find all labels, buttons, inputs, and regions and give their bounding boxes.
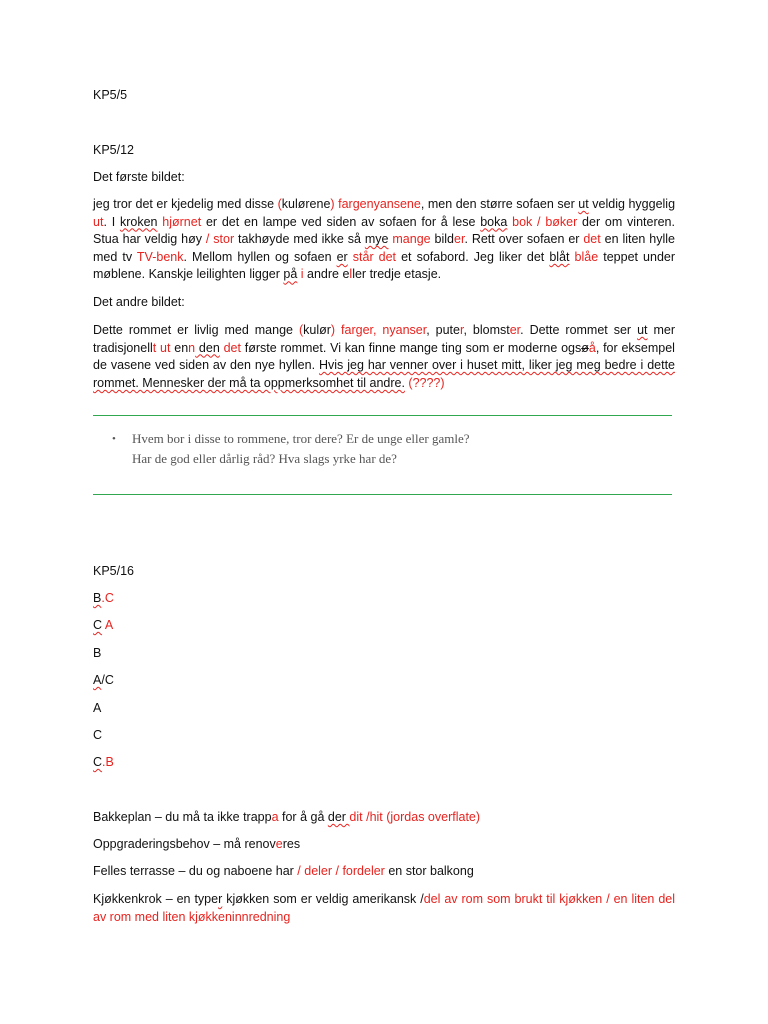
vocab-bakkeplan: Bakkeplan – du må ta ikke trappa for å gå der dit /hit (jordas overflate) — [93, 810, 481, 824]
answer-item: C.B — [93, 755, 114, 769]
green-rule-bottom — [93, 494, 672, 495]
green-rule-top — [93, 415, 672, 416]
vocab-oppgraderingsbehov: Oppgraderingsbehov – må renoveres — [93, 837, 301, 851]
book-excerpt-line-2: Har de god eller dårlig råd? Hva slags yrke har de? — [132, 451, 397, 466]
first-picture-label: Det første bildet: — [93, 170, 185, 184]
heading-kp5-12: KP5/12 — [93, 143, 135, 157]
second-picture-label: Det andre bildet: — [93, 295, 185, 309]
bullet-icon: • — [112, 433, 116, 445]
answer-item: B.C — [93, 591, 114, 605]
vocab-kjokkenkrok: Kjøkkenkrok – en typer kjøkken som er veldig amerikansk /del av rom som brukt til kjøkken / en liten del av rom med liten kjøkkeninnredning — [93, 892, 675, 924]
answer-item: C — [93, 728, 103, 742]
heading-kp5-5: KP5/5 — [93, 88, 128, 102]
second-picture-paragraph: Dette rommet er livlig med mange (kulør) farger, nyanser, puter, blomster. Dette rommet ser ut mer tradisjonellt ut enn den det første rommet. Vi kan finne mange ting som er moderne ogsøå, for eksempel de vasene ved siden av den nye hyllen. Hvis jeg har venner over i huset mitt, liker jeg meg bedre i dette rommet. Mennesker der må ta oppmerksomhet til andre. (????) — [93, 323, 675, 390]
heading-kp5-16: KP5/16 — [93, 564, 135, 578]
answer-item: A/C — [93, 673, 114, 687]
answer-item: A — [93, 701, 102, 715]
vocab-felles-terrasse: Felles terrasse – du og naboene har / deler / fordeler en stor balkong — [93, 864, 474, 878]
first-picture-paragraph: jeg tror det er kjedelig med disse (kulørene) fargenyansene, men den større sofaen ser ut veldig hyggelig ut. I kroken hjørnet er det en lampe ved siden av sofaen for å lese boka bok / bøker der om vinteren. Stua har veldig høy / stor takhøyde med ikke så mye mange bilder. Rett over sofaen er det en liten hylle med tv TV-benk. Mellom hyllen og sofaen er står det et sofabord. Jeg liker det blåt blåe teppet under møblene. Kanskje leilighten ligger på i andre eller tredje etasje. — [93, 197, 676, 282]
answer-item: B — [93, 646, 102, 660]
answer-item: C A — [93, 618, 114, 632]
book-excerpt-line-1: Hvem bor i disse to rommene, tror dere? Er de unge eller gamle? — [132, 431, 470, 446]
